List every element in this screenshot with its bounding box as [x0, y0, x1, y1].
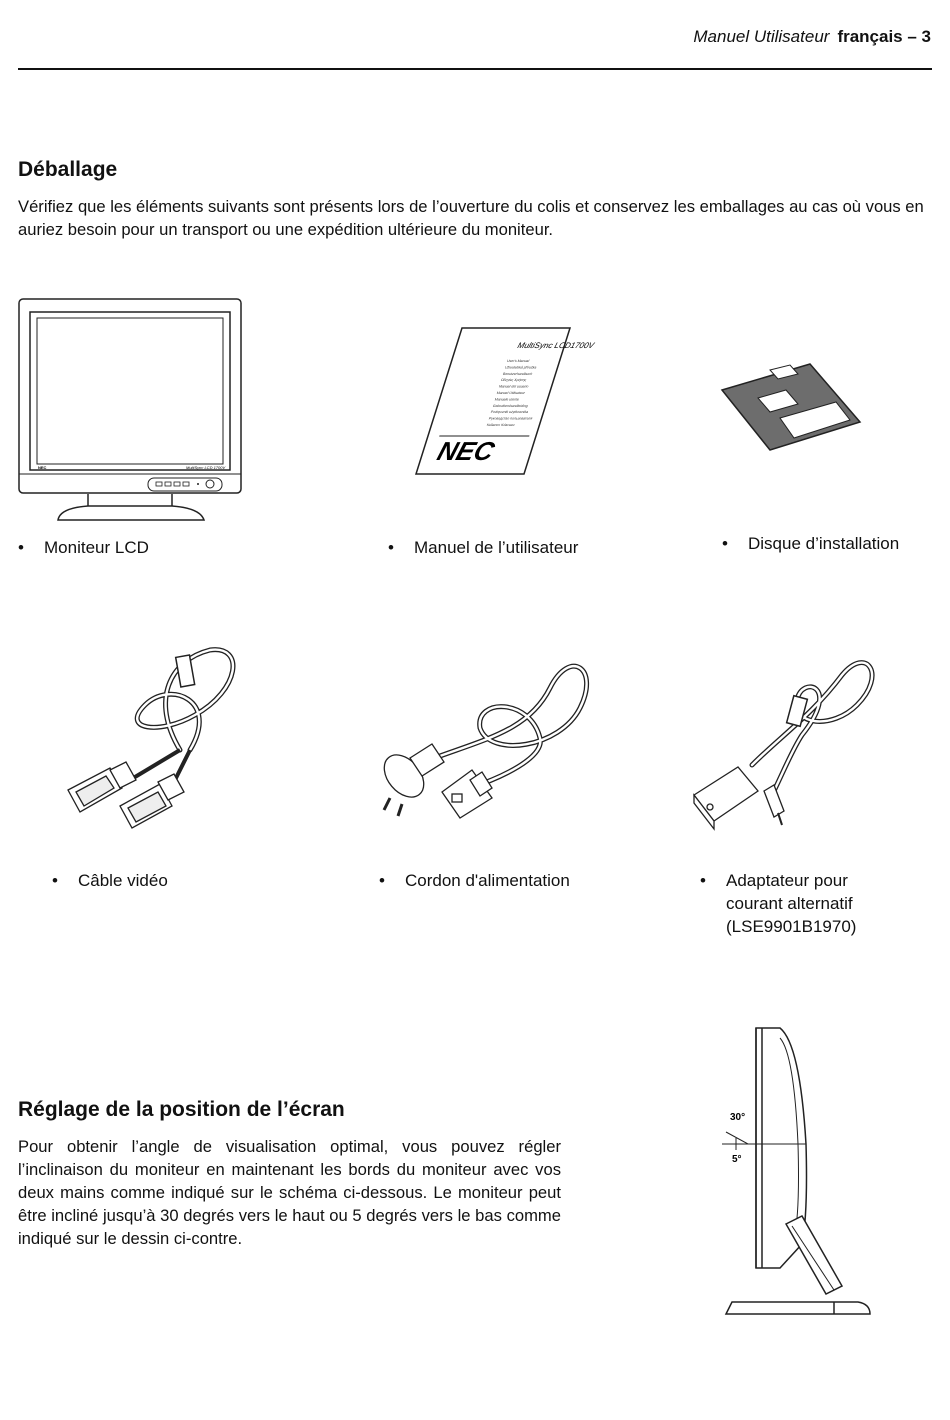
video-cable-illustration — [60, 640, 250, 840]
item-ac-adapter — [700, 869, 856, 938]
item-power-cord — [379, 869, 570, 892]
bullet-marker: • — [379, 871, 385, 890]
item-label: Câble vidéo — [78, 871, 168, 890]
manual-language-line: Руководство пользователя — [488, 416, 533, 421]
position-paragraph: Pour obtenir l’angle de visualisation optimal, vous pouvez régler l’inclinaison du moniteur en maintenant les bords du moniteur avec vos deux mains comme indiqué sur le schéma ci-dessous. Le moniteur peut être incliné jusqu’à 30 degrés vers le haut ou 5 degrés vers le bas comme indiqué sur le dessin ci-contre. — [18, 1137, 561, 1248]
monitor-brand: NEC — [38, 465, 47, 470]
power-cord-illustration — [380, 648, 596, 824]
manual-language-line: Manuel Utilisateur — [496, 391, 526, 395]
manual-nec-logo: NEC — [433, 436, 499, 466]
unpacking-heading: Déballage — [18, 158, 118, 181]
item-video-cable — [52, 869, 168, 892]
item-label-line: (LSE9901B1970) — [726, 917, 857, 936]
item-manual — [388, 536, 578, 559]
item-label: Cordon d'alimentation — [405, 871, 570, 890]
header-title: Manuel Utilisateur — [693, 27, 830, 46]
manual-language-line: Manuale utente — [494, 397, 520, 402]
manual-language-line: Οδηγίες Χρήσης — [500, 378, 527, 383]
bullet-marker: • — [18, 538, 24, 557]
bullet-marker: • — [700, 871, 706, 890]
position-heading: Réglage de la position de l’écran — [18, 1098, 345, 1121]
ac-adapter-illustration — [692, 645, 876, 829]
item-label: Disque d’installation — [748, 534, 900, 553]
monitor-illustration — [18, 298, 244, 522]
item-monitor — [18, 536, 149, 559]
header-rule — [18, 68, 932, 70]
bullet-marker: • — [388, 538, 394, 557]
page-header — [693, 27, 931, 47]
tilt-down-label: 5° — [732, 1154, 742, 1165]
floppy-disk-icon — [718, 362, 864, 454]
monitor-model: MultiSync LCD 1700V — [186, 465, 226, 470]
manual-illustration — [414, 326, 596, 478]
item-label: Moniteur LCD — [44, 538, 149, 557]
unpacking-intro: Vérifiez que les éléments suivants sont présents lors de l’ouverture du colis et conservez les emballages au cas où vous en auriez besoin pour un transport ou une expédition ultérieure du moniteur. — [18, 197, 924, 239]
item-label-line: courant alternatif — [726, 894, 853, 913]
item-disk — [722, 532, 899, 555]
item-label-line: Adaptateur pour — [726, 871, 848, 890]
manual-language-line: User's Manual — [506, 359, 530, 363]
manual-language-line: Kullanıcı Kılavuzu — [486, 423, 516, 427]
tilt-diagram — [722, 1024, 874, 1316]
item-label: Manuel de l’utilisateur — [414, 538, 579, 557]
tilt-up-label: 30° — [730, 1112, 746, 1123]
manual-language-line: Gebruikershandleiding — [492, 403, 529, 408]
manual-language-line: Uživatelská příručka — [504, 365, 538, 370]
bullet-marker: • — [52, 871, 58, 890]
manual-language-line: Manual del usuario — [498, 384, 530, 389]
manual-language-line: Benutzerhandbuch — [502, 371, 533, 376]
header-section: français – 3 — [837, 27, 931, 46]
manual-title: MultiSync LCD1700V — [516, 341, 596, 350]
bullet-marker: • — [722, 534, 728, 553]
manual-language-line: Podręcznik użytkownika — [490, 410, 529, 415]
